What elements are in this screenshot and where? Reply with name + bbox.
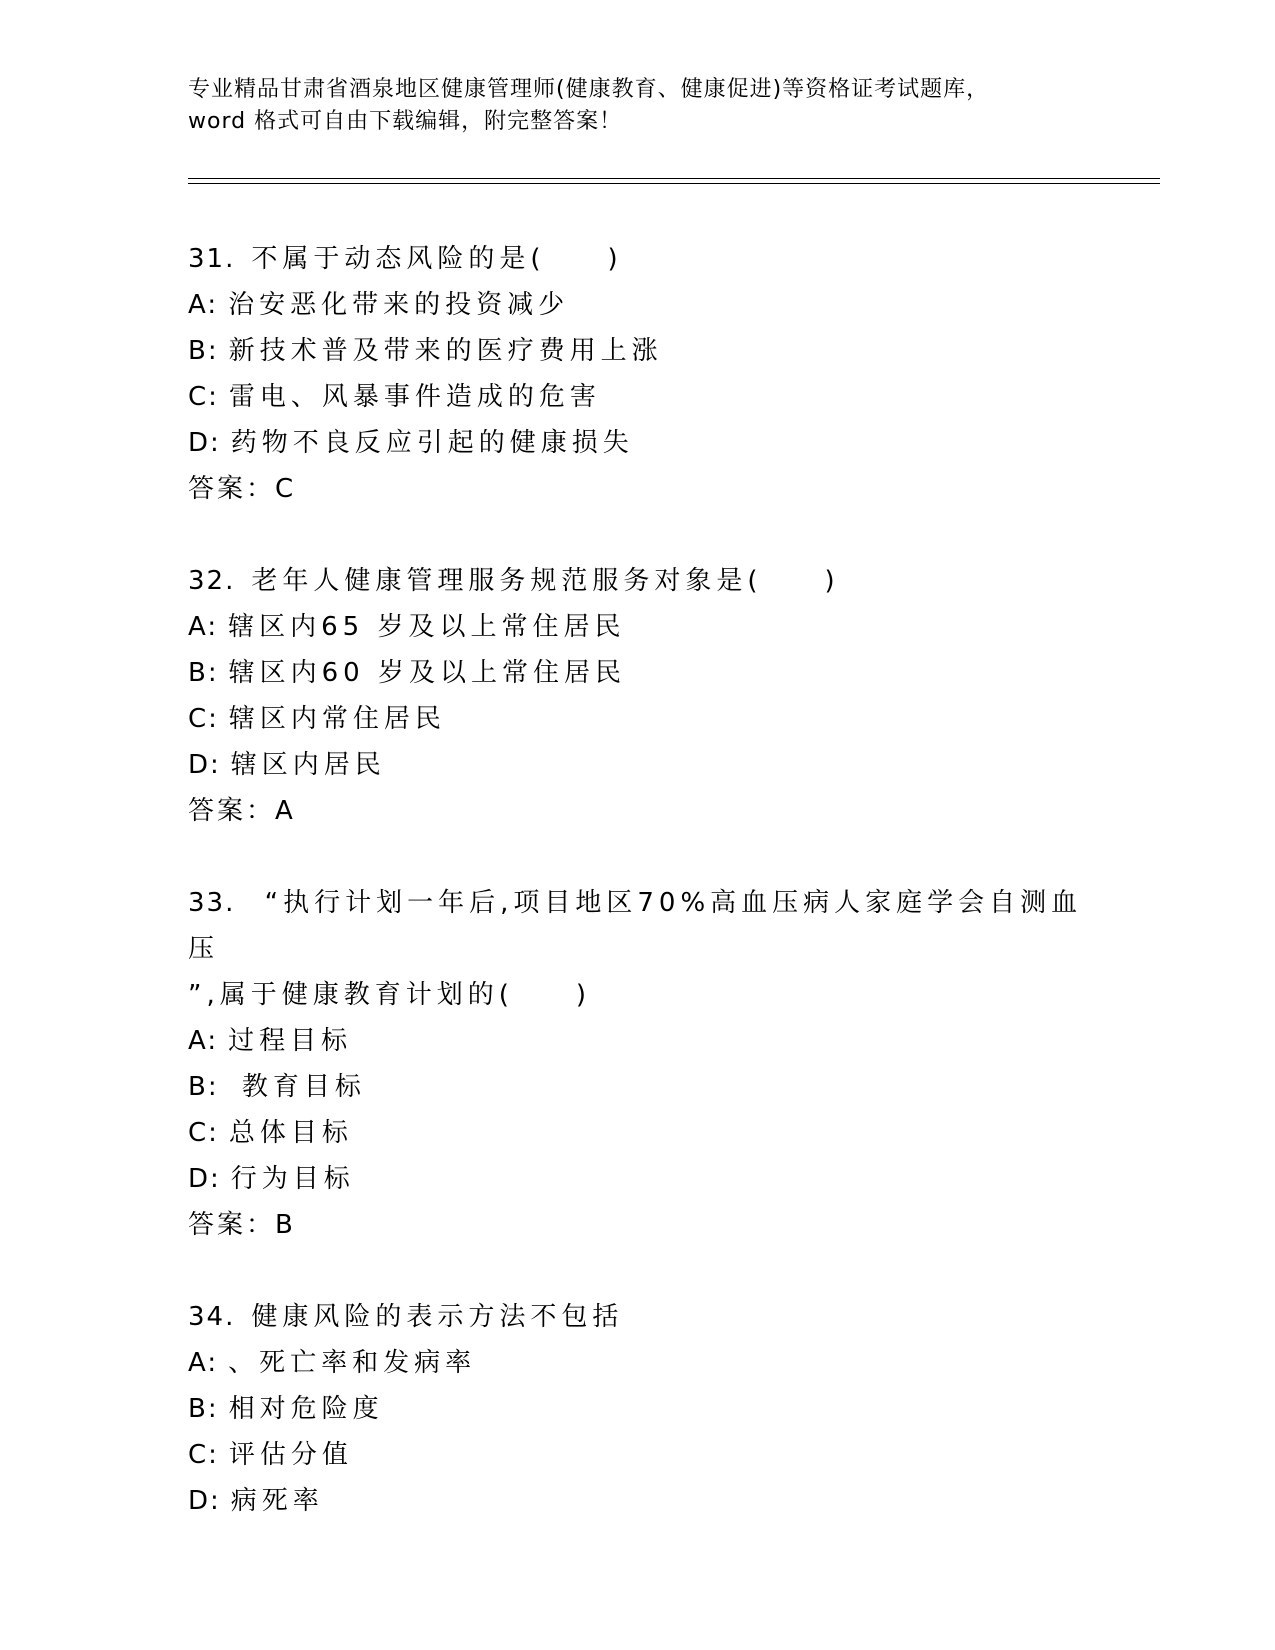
question-list	[188, 236, 1088, 1570]
option-text: 行为目标	[230, 1164, 355, 1194]
option-c	[188, 696, 1088, 742]
question-number: 32.	[188, 566, 236, 596]
option-letter: B:	[188, 1072, 219, 1102]
option-text: 辖区内60 岁及以上常住居民	[228, 658, 626, 688]
option-letter: C:	[188, 382, 219, 412]
header-divider-top	[188, 178, 1160, 179]
option-c	[188, 374, 1088, 420]
answer: 答案：B	[188, 1210, 296, 1240]
question-number: 31.	[188, 244, 236, 274]
question-33	[188, 880, 1088, 1248]
option-b	[188, 650, 1088, 696]
question-stem	[188, 558, 1088, 604]
question-text: 健康风险的表示方法不包括	[251, 1302, 624, 1332]
option-letter: C:	[188, 704, 219, 734]
header-line-2: word 格式可自由下载编辑，附完整答案！	[188, 109, 623, 134]
question-32	[188, 558, 1088, 834]
option-d	[188, 742, 1088, 788]
question-stem	[188, 236, 1088, 282]
option-letter: C:	[188, 1440, 219, 1470]
option-letter: A:	[188, 1348, 219, 1378]
answer: 答案：C	[188, 474, 297, 504]
document-header	[188, 74, 1088, 138]
question-text: 不属于动态风险的是( )	[251, 244, 623, 274]
question-number: 33.	[188, 888, 236, 918]
question-text: “执行计划一年后,项目地区70%高血压病人家庭学会自测血压 ”,属于健康教育计划的( )	[188, 888, 1083, 1010]
option-text: 治安恶化带来的投资减少	[228, 290, 570, 320]
option-text: 过程目标	[228, 1026, 353, 1056]
option-d	[188, 1156, 1088, 1202]
option-c	[188, 1110, 1088, 1156]
option-text: 评估分值	[228, 1440, 353, 1470]
header-line-1: 专业精品甘肃省酒泉地区健康管理师(健康教育、健康促进)等资格证考试题库，	[188, 77, 990, 102]
option-letter: D:	[188, 1486, 221, 1516]
option-b	[188, 1064, 1088, 1110]
question-31	[188, 236, 1088, 512]
option-text: 、死亡率和发病率	[228, 1348, 477, 1378]
option-b	[188, 1386, 1088, 1432]
option-d	[188, 420, 1088, 466]
option-letter: A:	[188, 612, 219, 642]
option-b	[188, 328, 1088, 374]
option-letter: D:	[188, 428, 221, 458]
option-letter: B:	[188, 336, 219, 366]
option-letter: A:	[188, 290, 219, 320]
question-stem	[188, 880, 1088, 1018]
question-stem	[188, 1294, 1088, 1340]
option-letter: C:	[188, 1118, 219, 1148]
question-number: 34.	[188, 1302, 236, 1332]
option-text: 教育目标	[228, 1072, 366, 1102]
option-a	[188, 1018, 1088, 1064]
option-text: 药物不良反应引起的健康损失	[230, 428, 634, 458]
option-a	[188, 282, 1088, 328]
option-text: 辖区内居民	[230, 750, 386, 780]
option-a	[188, 1340, 1088, 1386]
option-text: 雷电、风暴事件造成的危害	[228, 382, 601, 412]
option-text: 病死率	[230, 1486, 324, 1516]
option-text: 相对危险度	[228, 1394, 384, 1424]
option-text: 总体目标	[228, 1118, 353, 1148]
option-letter: A:	[188, 1026, 219, 1056]
question-34	[188, 1294, 1088, 1524]
option-letter: B:	[188, 1394, 219, 1424]
option-text: 辖区内65 岁及以上常住居民	[228, 612, 626, 642]
answer: 答案：A	[188, 796, 296, 826]
option-text: 新技术普及带来的医疗费用上涨	[228, 336, 663, 366]
question-text: 老年人健康管理服务规范服务对象是( )	[251, 566, 840, 596]
option-c	[188, 1432, 1088, 1478]
header-divider-bottom	[188, 183, 1160, 184]
option-a	[188, 604, 1088, 650]
option-letter: B:	[188, 658, 219, 688]
option-d	[188, 1478, 1088, 1524]
option-text: 辖区内常住居民	[228, 704, 446, 734]
option-letter: D:	[188, 750, 221, 780]
option-letter: D:	[188, 1164, 221, 1194]
